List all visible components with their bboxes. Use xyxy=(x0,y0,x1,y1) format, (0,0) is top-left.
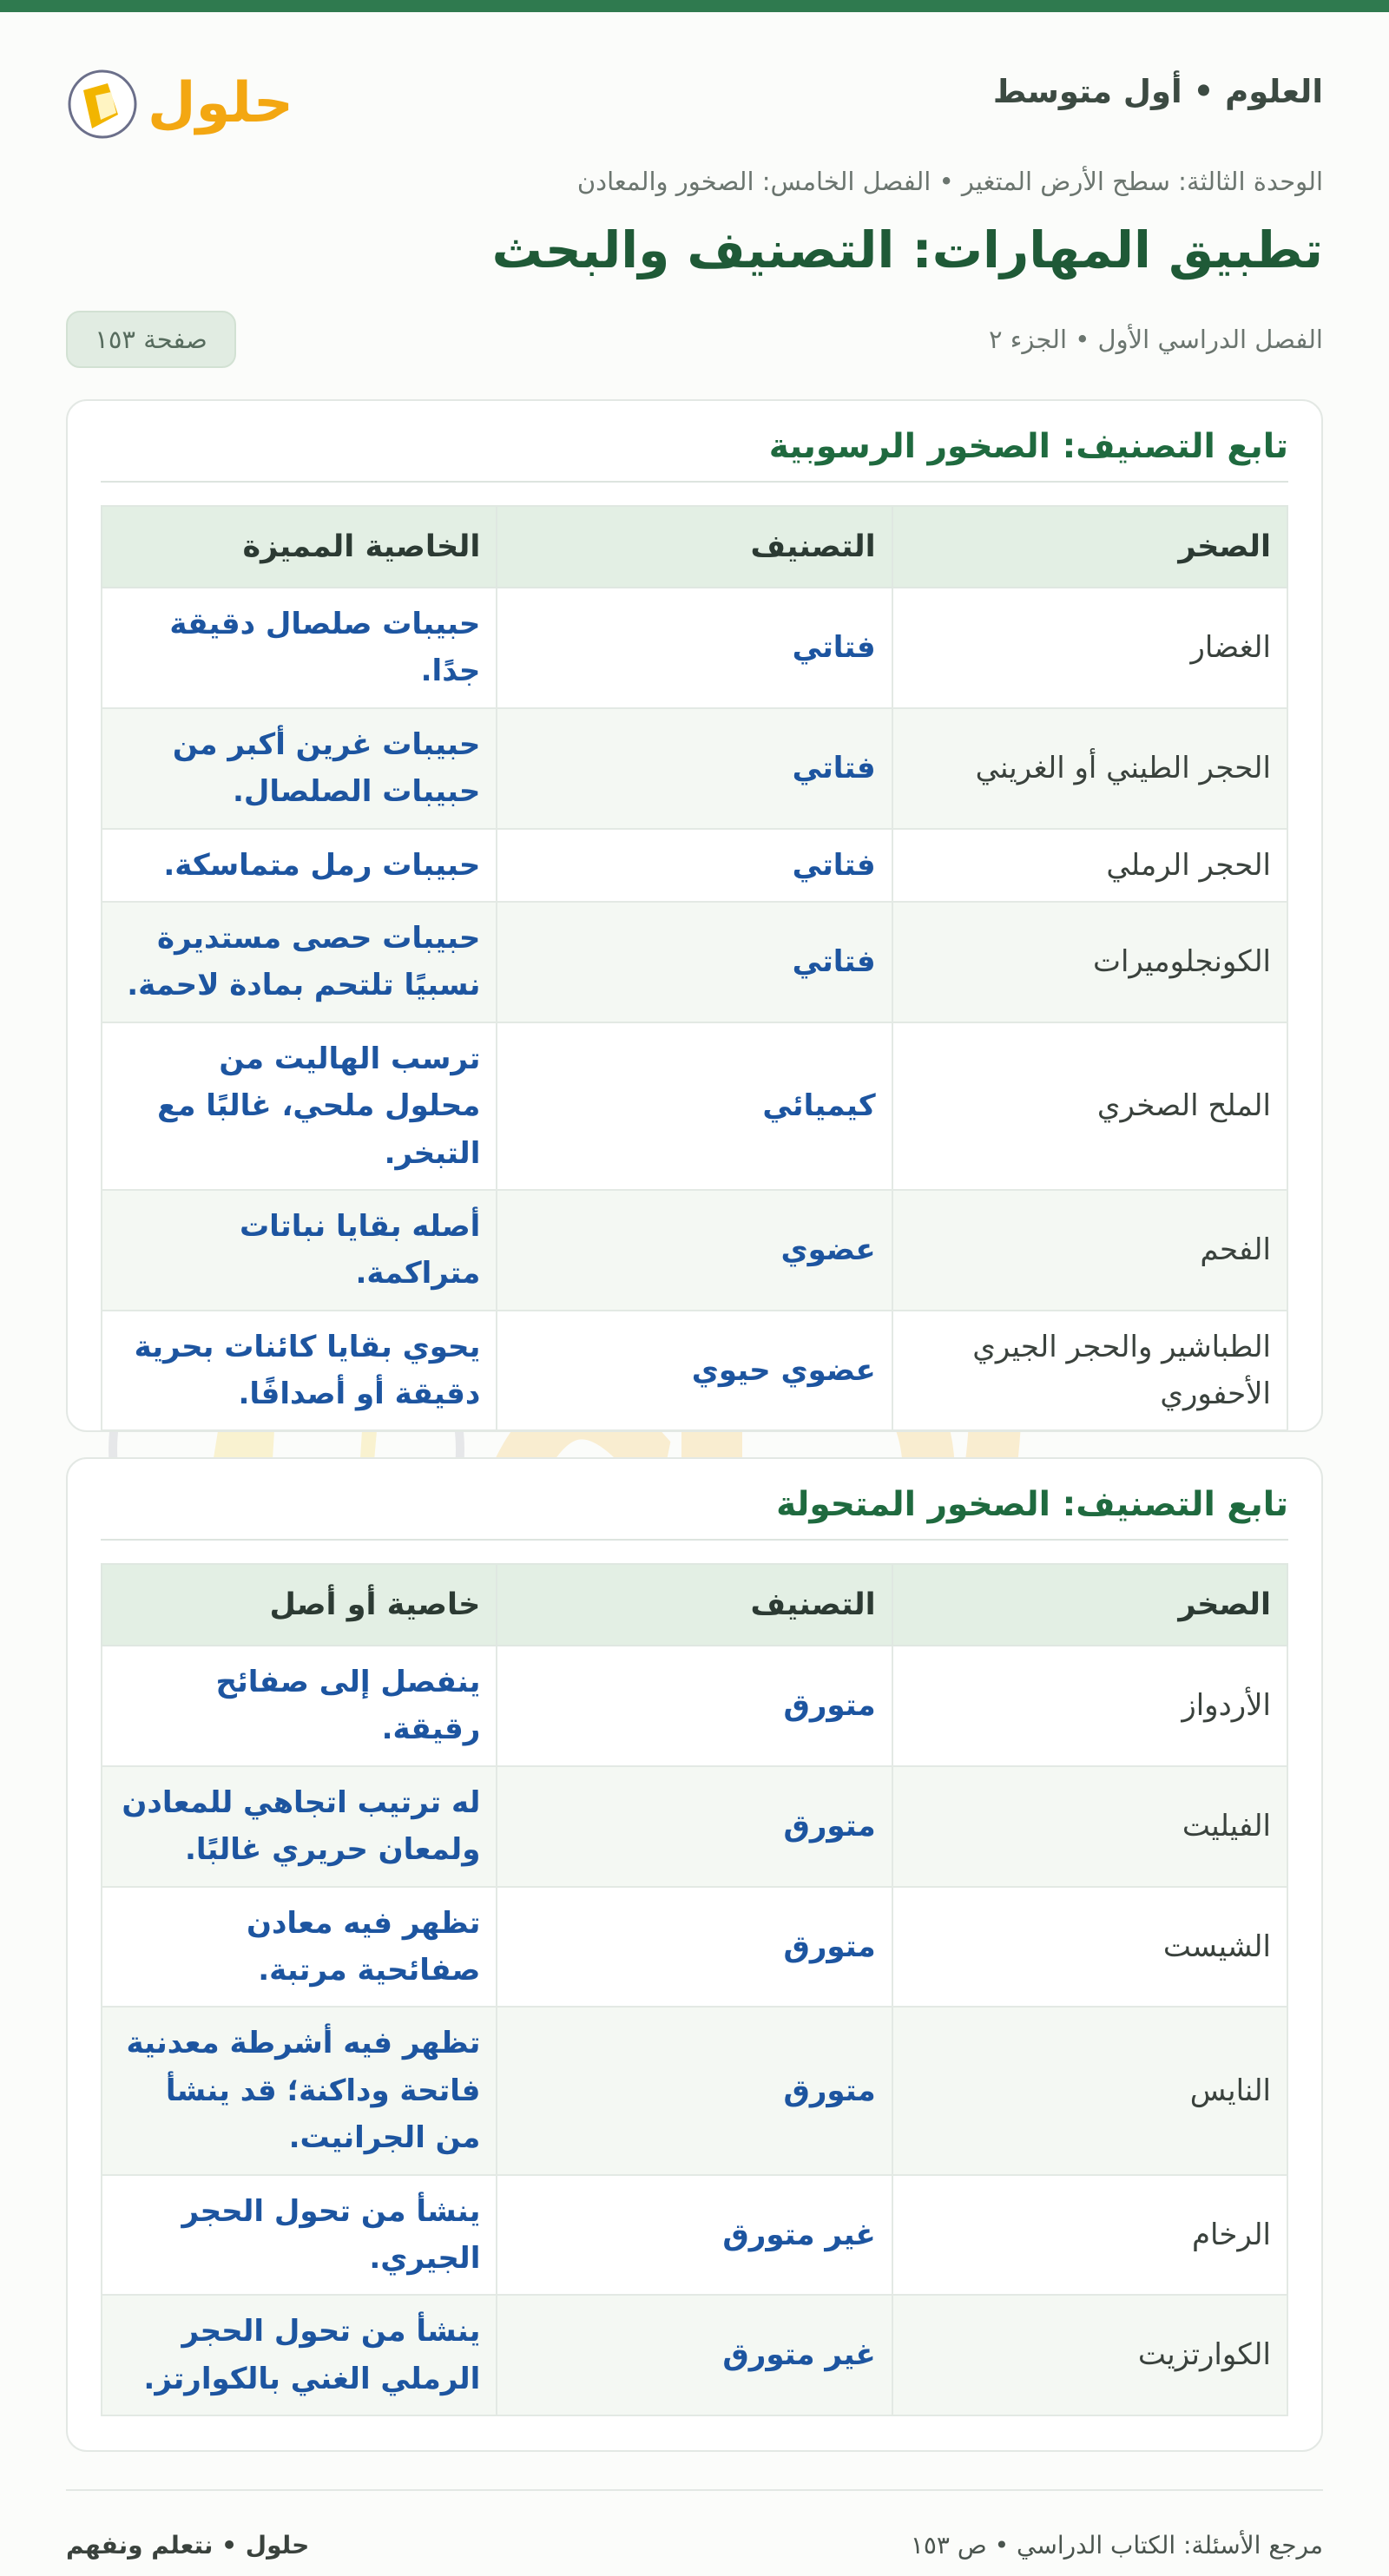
table-row xyxy=(102,2007,1287,2174)
page-title: تطبيق المهارات: التصنيف والبحث xyxy=(491,220,1323,279)
rock-class: فتاتي xyxy=(497,902,892,1022)
unit-breadcrumb: الوحدة الثالثة: سطح الأرض المتغير • الفصل الخامس: الصخور والمعادن xyxy=(576,167,1323,196)
page-header xyxy=(66,12,1323,160)
rock-name: الفيليت xyxy=(892,1766,1287,1887)
rock-feature: حبيبات رمل متماسكة. xyxy=(102,829,497,902)
table-row xyxy=(102,588,1287,708)
footer-reference: مرجع الأسئلة: الكتاب الدراسي • ص ١٥٣ xyxy=(910,2531,1323,2560)
rock-name: النايس xyxy=(892,2007,1287,2174)
column-header-feature: الخاصية المميزة xyxy=(102,506,497,588)
subject-label: العلوم • أول متوسط xyxy=(992,73,1323,110)
rock-name: الحجر الطيني أو الغريني xyxy=(892,708,1287,829)
rock-name: الكونجلوميرات xyxy=(892,902,1287,1022)
rock-class: متورق xyxy=(497,1646,892,1766)
table-row xyxy=(102,2295,1287,2415)
rock-class: متورق xyxy=(497,1887,892,2008)
footer-brand: حلول • نتعلم ونفهم xyxy=(66,2531,310,2560)
rock-class: كيميائي xyxy=(497,1022,892,1190)
table-row xyxy=(102,2175,1287,2296)
rock-feature: يحوي بقايا كائنات بحرية دقيقة أو أصدافًا. xyxy=(102,1311,497,1431)
table-row xyxy=(102,1887,1287,2008)
rock-name: الحجر الرملي xyxy=(892,829,1287,902)
rock-class: متورق xyxy=(497,1766,892,1887)
table-row xyxy=(102,829,1287,902)
rock-feature: حبيبات غرين أكبر من حبيبات الصلصال. xyxy=(102,708,497,829)
rock-feature: ينشأ من تحول الحجر الرملي الغني بالكوارتز. xyxy=(102,2295,497,2415)
table-row xyxy=(102,1022,1287,1190)
rock-name: الكوارتزيت xyxy=(892,2295,1287,2415)
table-row xyxy=(102,708,1287,829)
table-row xyxy=(102,1766,1287,1887)
rock-feature: ينشأ من تحول الحجر الجيري. xyxy=(102,2175,497,2296)
table-header-row xyxy=(102,1564,1287,1646)
rock-feature: ترسب الهاليت من محلول ملحي، غالبًا مع التبخر. xyxy=(102,1022,497,1190)
rock-name: الفحم xyxy=(892,1190,1287,1311)
rock-feature: حبيبات صلصال دقيقة جدًا. xyxy=(102,588,497,708)
table-row xyxy=(102,1646,1287,1766)
rock-class: فتاتي xyxy=(497,708,892,829)
sedimentary-table xyxy=(101,505,1288,1431)
column-header-rock: الصخر xyxy=(892,1564,1287,1646)
sedimentary-rocks-card xyxy=(66,399,1323,1432)
page-number-badge: صفحة ١٥٣ xyxy=(66,311,236,368)
rock-feature: تظهر فيه معادن صفائحية مرتبة. xyxy=(102,1887,497,2008)
rock-name: الشيست xyxy=(892,1887,1287,2008)
page-footer xyxy=(66,2489,1323,2560)
table-header-row xyxy=(102,506,1287,588)
rock-class: غير متورق xyxy=(497,2295,892,2415)
rock-class: متورق xyxy=(497,2007,892,2174)
page-content xyxy=(66,12,1323,2396)
rock-class: عضوي xyxy=(497,1190,892,1311)
rock-feature: له ترتيب اتجاهي للمعادن ولمعان حريري غالبًا. xyxy=(102,1766,497,1887)
rock-feature: حبيبات حصى مستديرة نسبيًا تلتحم بمادة لاحمة. xyxy=(102,902,497,1022)
metamorphic-table xyxy=(101,1563,1288,2416)
column-header-class: التصنيف xyxy=(497,506,892,588)
rock-class: عضوي حيوي xyxy=(497,1311,892,1431)
rock-feature: أصله بقايا نباتات متراكمة. xyxy=(102,1190,497,1311)
column-header-feature: خاصية أو أصل xyxy=(102,1564,497,1646)
hulool-logo[interactable] xyxy=(66,50,300,154)
metamorphic-section-heading: تابع التصنيف: الصخور المتحولة xyxy=(101,1459,1288,1541)
rock-name: الرخام xyxy=(892,2175,1287,2296)
rock-feature: تظهر فيه أشرطة معدنية فاتحة وداكنة؛ قد ينشأ من الجرانيت. xyxy=(102,2007,497,2174)
column-header-class: التصنيف xyxy=(497,1564,892,1646)
rock-name: الأردواز xyxy=(892,1646,1287,1766)
rock-class: فتاتي xyxy=(497,588,892,708)
rock-name: الملح الصخري xyxy=(892,1022,1287,1190)
table-row xyxy=(102,902,1287,1022)
rock-class: غير متورق xyxy=(497,2175,892,2296)
column-header-rock: الصخر xyxy=(892,506,1287,588)
table-row xyxy=(102,1190,1287,1311)
metamorphic-rocks-card xyxy=(66,1457,1323,2452)
term-label: الفصل الدراسي الأول • الجزء ٢ xyxy=(988,325,1323,354)
rock-name: الطباشير والحجر الجيري الأحفوري xyxy=(892,1311,1287,1431)
sedimentary-section-heading: تابع التصنيف: الصخور الرسوبية xyxy=(101,401,1288,483)
rock-name: الغضار xyxy=(892,588,1287,708)
logo-text: حلول xyxy=(148,71,293,135)
rock-class: فتاتي xyxy=(497,829,892,902)
rock-feature: ينفصل إلى صفائح رقيقة. xyxy=(102,1646,497,1766)
top-accent-bar xyxy=(0,0,1389,12)
table-row xyxy=(102,1311,1287,1431)
